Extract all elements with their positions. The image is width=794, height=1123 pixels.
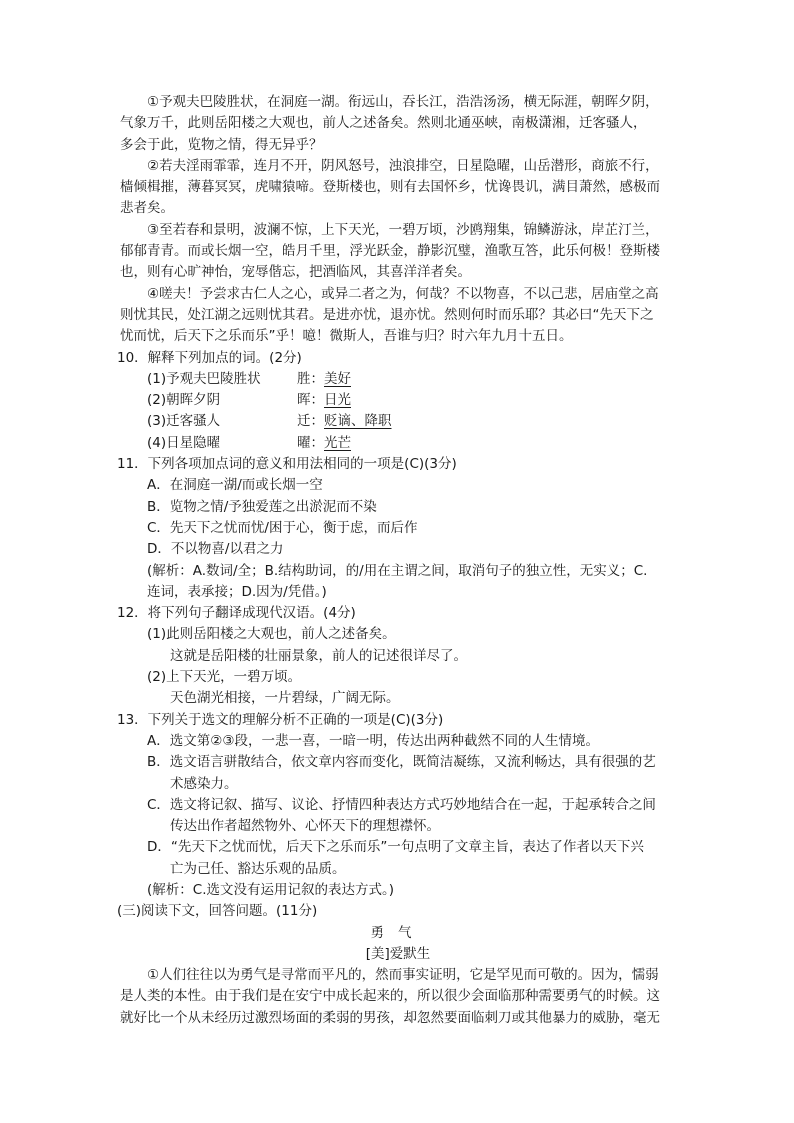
passage-line: 气象万千，此则岳阳楼之大观也，前人之述备矣。然则北通巫峡，南极潇湘，迁客骚人， xyxy=(120,115,647,132)
q12-answer-1: 这就是岳阳楼的壮丽景象，前人的记述很详尽了。 xyxy=(170,647,467,664)
q10-label: 胜： xyxy=(297,370,324,387)
article-line: 就好比一个从未经历过激烈场面的柔弱的男孩，却忽然要面临刺刀或其他暴力的威胁，毫无 xyxy=(120,1009,660,1026)
q10-sentence: (3)迁客骚人 xyxy=(147,413,221,430)
question-10-stem: 10．解释下列加点的词。(2分) xyxy=(117,349,302,366)
passage-line: 多会于此，览物之情，得无异乎？ xyxy=(120,136,323,153)
q11-option: A．在洞庭一湖/而或长烟一空 xyxy=(147,477,323,494)
passage-line: ④嗟夫！予尝求古仁人之心，或异二者之为，何哉？不以物喜，不以己悲，居庙堂之高 xyxy=(147,285,659,302)
q13-option-c-cont: 传达出作者超然物外、心怀天下的理想襟怀。 xyxy=(170,818,440,835)
document-page xyxy=(117,92,676,1029)
q11-option: D．不以物喜/以君之力 xyxy=(147,541,284,558)
passage-line: ③至若春和景明，波澜不惊，上下天光，一碧万顷，沙鸥翔集，锦鳞游泳，岸芷汀兰， xyxy=(147,221,659,238)
passage-line: 樯倾楫摧，薄暮冥冥，虎啸猿啼。登斯楼也，则有去国怀乡，忧谗畏讥，满目萧然，感极而 xyxy=(120,179,660,196)
q11-analysis: (解析：A.数词/全；B.结构助词，的/用在主谓之间，取消句子的独立性，无实义；C. xyxy=(147,562,648,579)
q10-answer: 贬谪、降职 xyxy=(324,413,392,430)
q10-label: 晖： xyxy=(297,392,324,409)
q10-answer: 美好 xyxy=(324,370,351,387)
q10-answer: 光芒 xyxy=(324,434,351,451)
q10-answer: 日光 xyxy=(324,392,351,409)
question-13-stem: 13．下列关于选文的理解分析不正确的一项是(C)(3分) xyxy=(117,711,444,728)
article-line: ①人们往往以为勇气是寻常而平凡的，然而事实证明，它是罕见而可敬的。因为，懦弱 xyxy=(147,967,659,984)
q13-option-b: B．选文语言骈散结合，依文章内容而变化，既简洁凝练，又流利畅达，具有很强的艺 xyxy=(147,754,656,771)
passage-line: ②若夫淫雨霏霏，连月不开，阴风怒号，浊浪排空，日星隐曜，山岳潜形，商旅不行， xyxy=(147,157,659,174)
q11-option: C．先天下之忧而忧/困于心，衡于虑，而后作 xyxy=(147,519,418,536)
q13-option-d-cont: 亡为己任、豁达乐观的品质。 xyxy=(170,860,346,877)
passage-line: ①予观夫巴陵胜状，在洞庭一湖。衔远山，吞长江，浩浩汤汤，横无际涯，朝晖夕阴， xyxy=(147,94,659,110)
article-line: 是人类的本性。由于我们是在安宁中成长起来的，所以很少会面临那种需要勇气的时候。这 xyxy=(120,988,660,1005)
q11-option: B．览物之情/予独爱莲之出淤泥而不染 xyxy=(147,498,377,515)
q13-option-d: D．“先天下之忧而忧，后天下之乐而乐”一句点明了文章主旨，表达了作者以天下兴 xyxy=(147,839,644,856)
q13-option-b-cont: 术感染力。 xyxy=(170,775,238,792)
q10-item xyxy=(120,433,676,454)
q12-sentence-1: (1)此则岳阳楼之大观也，前人之述备矣。 xyxy=(147,626,396,643)
question-11-stem: 11．下列各项加点词的意义和用法相同的一项是(C)(3分) xyxy=(117,456,457,473)
section-3-heading: (三)阅读下文，回答问题。(11分) xyxy=(117,903,318,920)
question-12-stem: 12．将下列句子翻译成现代汉语。(4分) xyxy=(117,605,356,622)
q11-analysis: 连词，表承接；D.因为/凭借。) xyxy=(147,583,327,600)
q13-option-a: A．选文第②③段，一悲一喜，一暗一明，传达出两种截然不同的人生情境。 xyxy=(147,732,599,749)
passage-line: 则忧其民，处江湖之远则忧其君。是进亦忧，退亦忧。然则何时而乐耶？其必曰“先天下之 xyxy=(120,306,654,323)
article-author: [美]爱默生 xyxy=(365,945,431,962)
q13-analysis: (解析：C.选文没有运用记叙的表达方式。) xyxy=(147,881,395,898)
q10-label: 曜： xyxy=(297,434,324,451)
passage-line: 忧而忧，后天下之乐而乐”乎！噫！微斯人，吾谁与归？时六年九月十五日。 xyxy=(120,328,573,345)
passage-line: 悲者矣。 xyxy=(120,200,174,217)
passage-line: 郁郁青青。而或长烟一空，皓月千里，浮光跃金，静影沉璧，渔歌互答，此乐何极！登斯楼 xyxy=(120,243,660,260)
q10-sentence: (2)朝晖夕阴 xyxy=(147,392,221,409)
q13-option-c: C．选文将记叙、描写、议论、抒情四种表达方式巧妙地结合在一起，于起承转合之间 xyxy=(147,796,656,813)
q10-sentence: (1)予观夫巴陵胜状 xyxy=(147,370,261,387)
q10-label: 迁： xyxy=(297,413,324,430)
q10-sentence: (4)日星隐曜 xyxy=(147,434,221,451)
article-title: 勇气 xyxy=(370,924,426,941)
q10-item xyxy=(120,390,676,411)
q10-item xyxy=(120,411,676,432)
q12-answer-2: 天色湖光相接，一片碧绿，广阔无际。 xyxy=(170,690,400,707)
q12-sentence-2: (2)上下天光，一碧万顷。 xyxy=(147,669,302,686)
q10-item xyxy=(120,369,676,390)
passage-line: 也，则有心旷神怡，宠辱偕忘，把酒临风，其喜洋洋者矣。 xyxy=(120,264,471,281)
